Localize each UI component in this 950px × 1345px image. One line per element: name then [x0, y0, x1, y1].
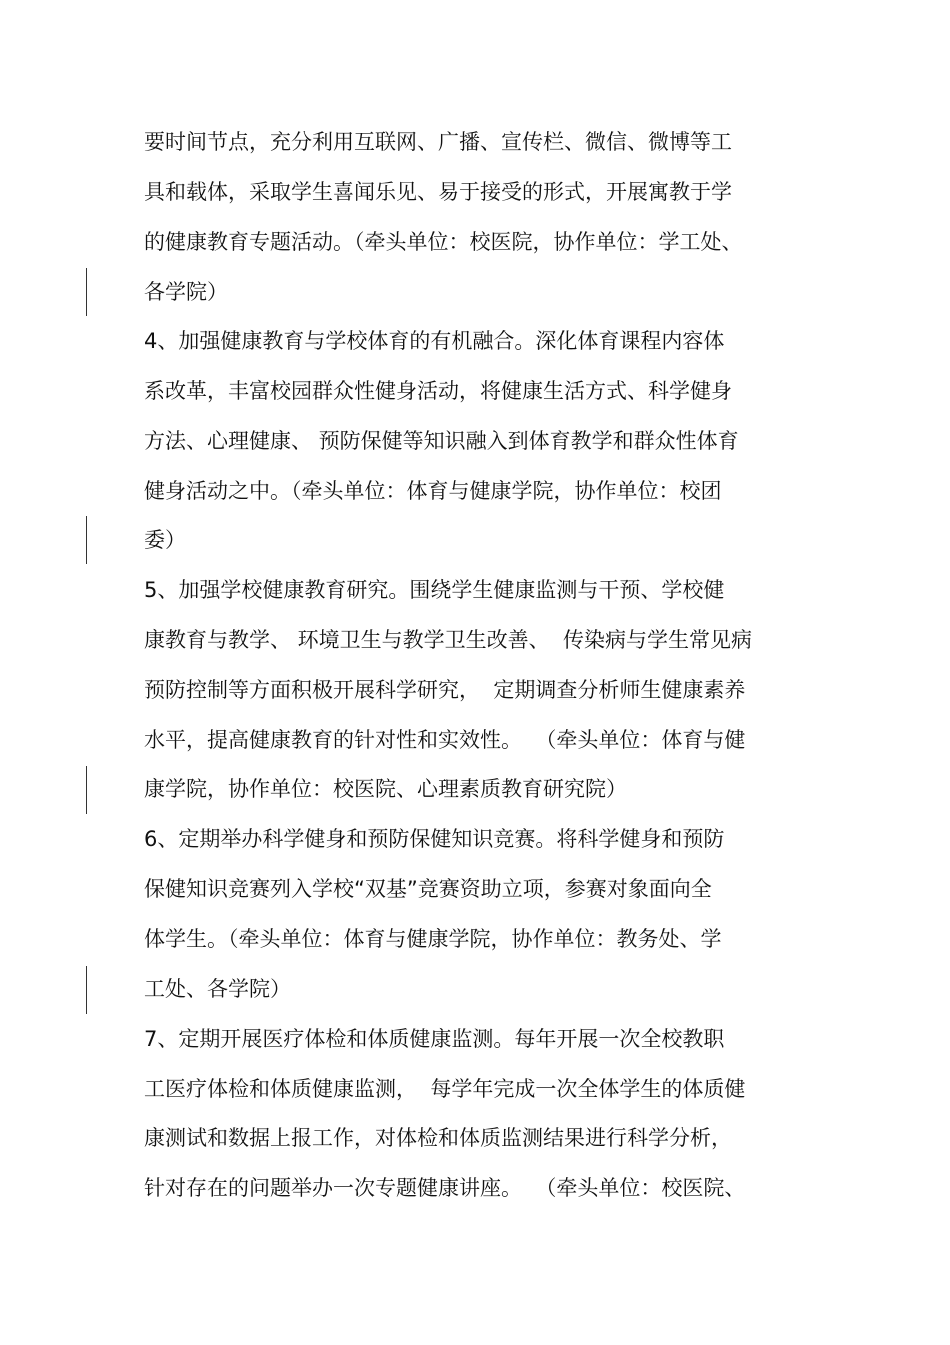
text-line: 康测试和数据上报工作，对体检和体质监测结果进行科学分析， [144, 1126, 732, 1150]
text-line: 委） [144, 528, 186, 552]
text-line: 系改革，丰富校园群众性健身活动，将健康生活方式、科学健身 [144, 379, 732, 403]
text-line: 康教育与教学、 环境卫生与教学卫生改善、 传染病与学生常见病 [144, 628, 753, 652]
text-line: 体学生。（牵头单位：体育与健康学院，协作单位：教务处、学 [144, 927, 722, 951]
revision-bar [86, 766, 87, 814]
text-line: 保健知识竞赛列入学校“双基”竞赛资助立项，参赛对象面向全 [144, 877, 712, 901]
text-line: 水平，提高健康教育的针对性和实效性。 （牵头单位：体育与健 [144, 728, 746, 752]
text-line: 工处、各学院） [144, 977, 291, 1001]
text-line: 4、加强健康教育与学校体育的有机融合。深化体育课程内容体 [144, 329, 725, 353]
text-line: 针对存在的问题举办一次专题健康讲座。 （牵头单位：校医院、 [144, 1176, 746, 1200]
text-line: 具和载体，采取学生喜闻乐见、易于接受的形式，开展寓教于学 [144, 180, 732, 204]
revision-bar [86, 966, 87, 1014]
text-line: 的健康教育专题活动。（牵头单位：校医院，协作单位：学工处、 [144, 230, 743, 254]
revision-bar [86, 516, 87, 564]
text-line: 预防控制等方面积极开展科学研究， 定期调查分析师生健康素养 [144, 678, 746, 702]
text-line: 工医疗体检和体质健康监测， 每学年完成一次全体学生的体质健 [144, 1077, 746, 1101]
text-line: 5、加强学校健康教育研究。围绕学生健康监测与干预、学校健 [144, 578, 725, 602]
text-line: 7、定期开展医疗体检和体质健康监测。每年开展一次全校教职 [144, 1027, 725, 1051]
text-line: 要时间节点，充分利用互联网、广播、宣传栏、微信、微博等工 [144, 130, 732, 154]
text-line: 康学院，协作单位：校医院、心理素质教育研究院） [144, 777, 627, 801]
text-line: 健身活动之中。（牵头单位：体育与健康学院，协作单位：校团 [144, 479, 722, 503]
text-line: 各学院） [144, 280, 228, 304]
text-line: 方法、心理健康、 预防保健等知识融入到体育教学和群众性体育 [144, 429, 739, 453]
text-line: 6、定期举办科学健身和预防保健知识竞赛。将科学健身和预防 [144, 827, 725, 851]
revision-bar [86, 268, 87, 316]
